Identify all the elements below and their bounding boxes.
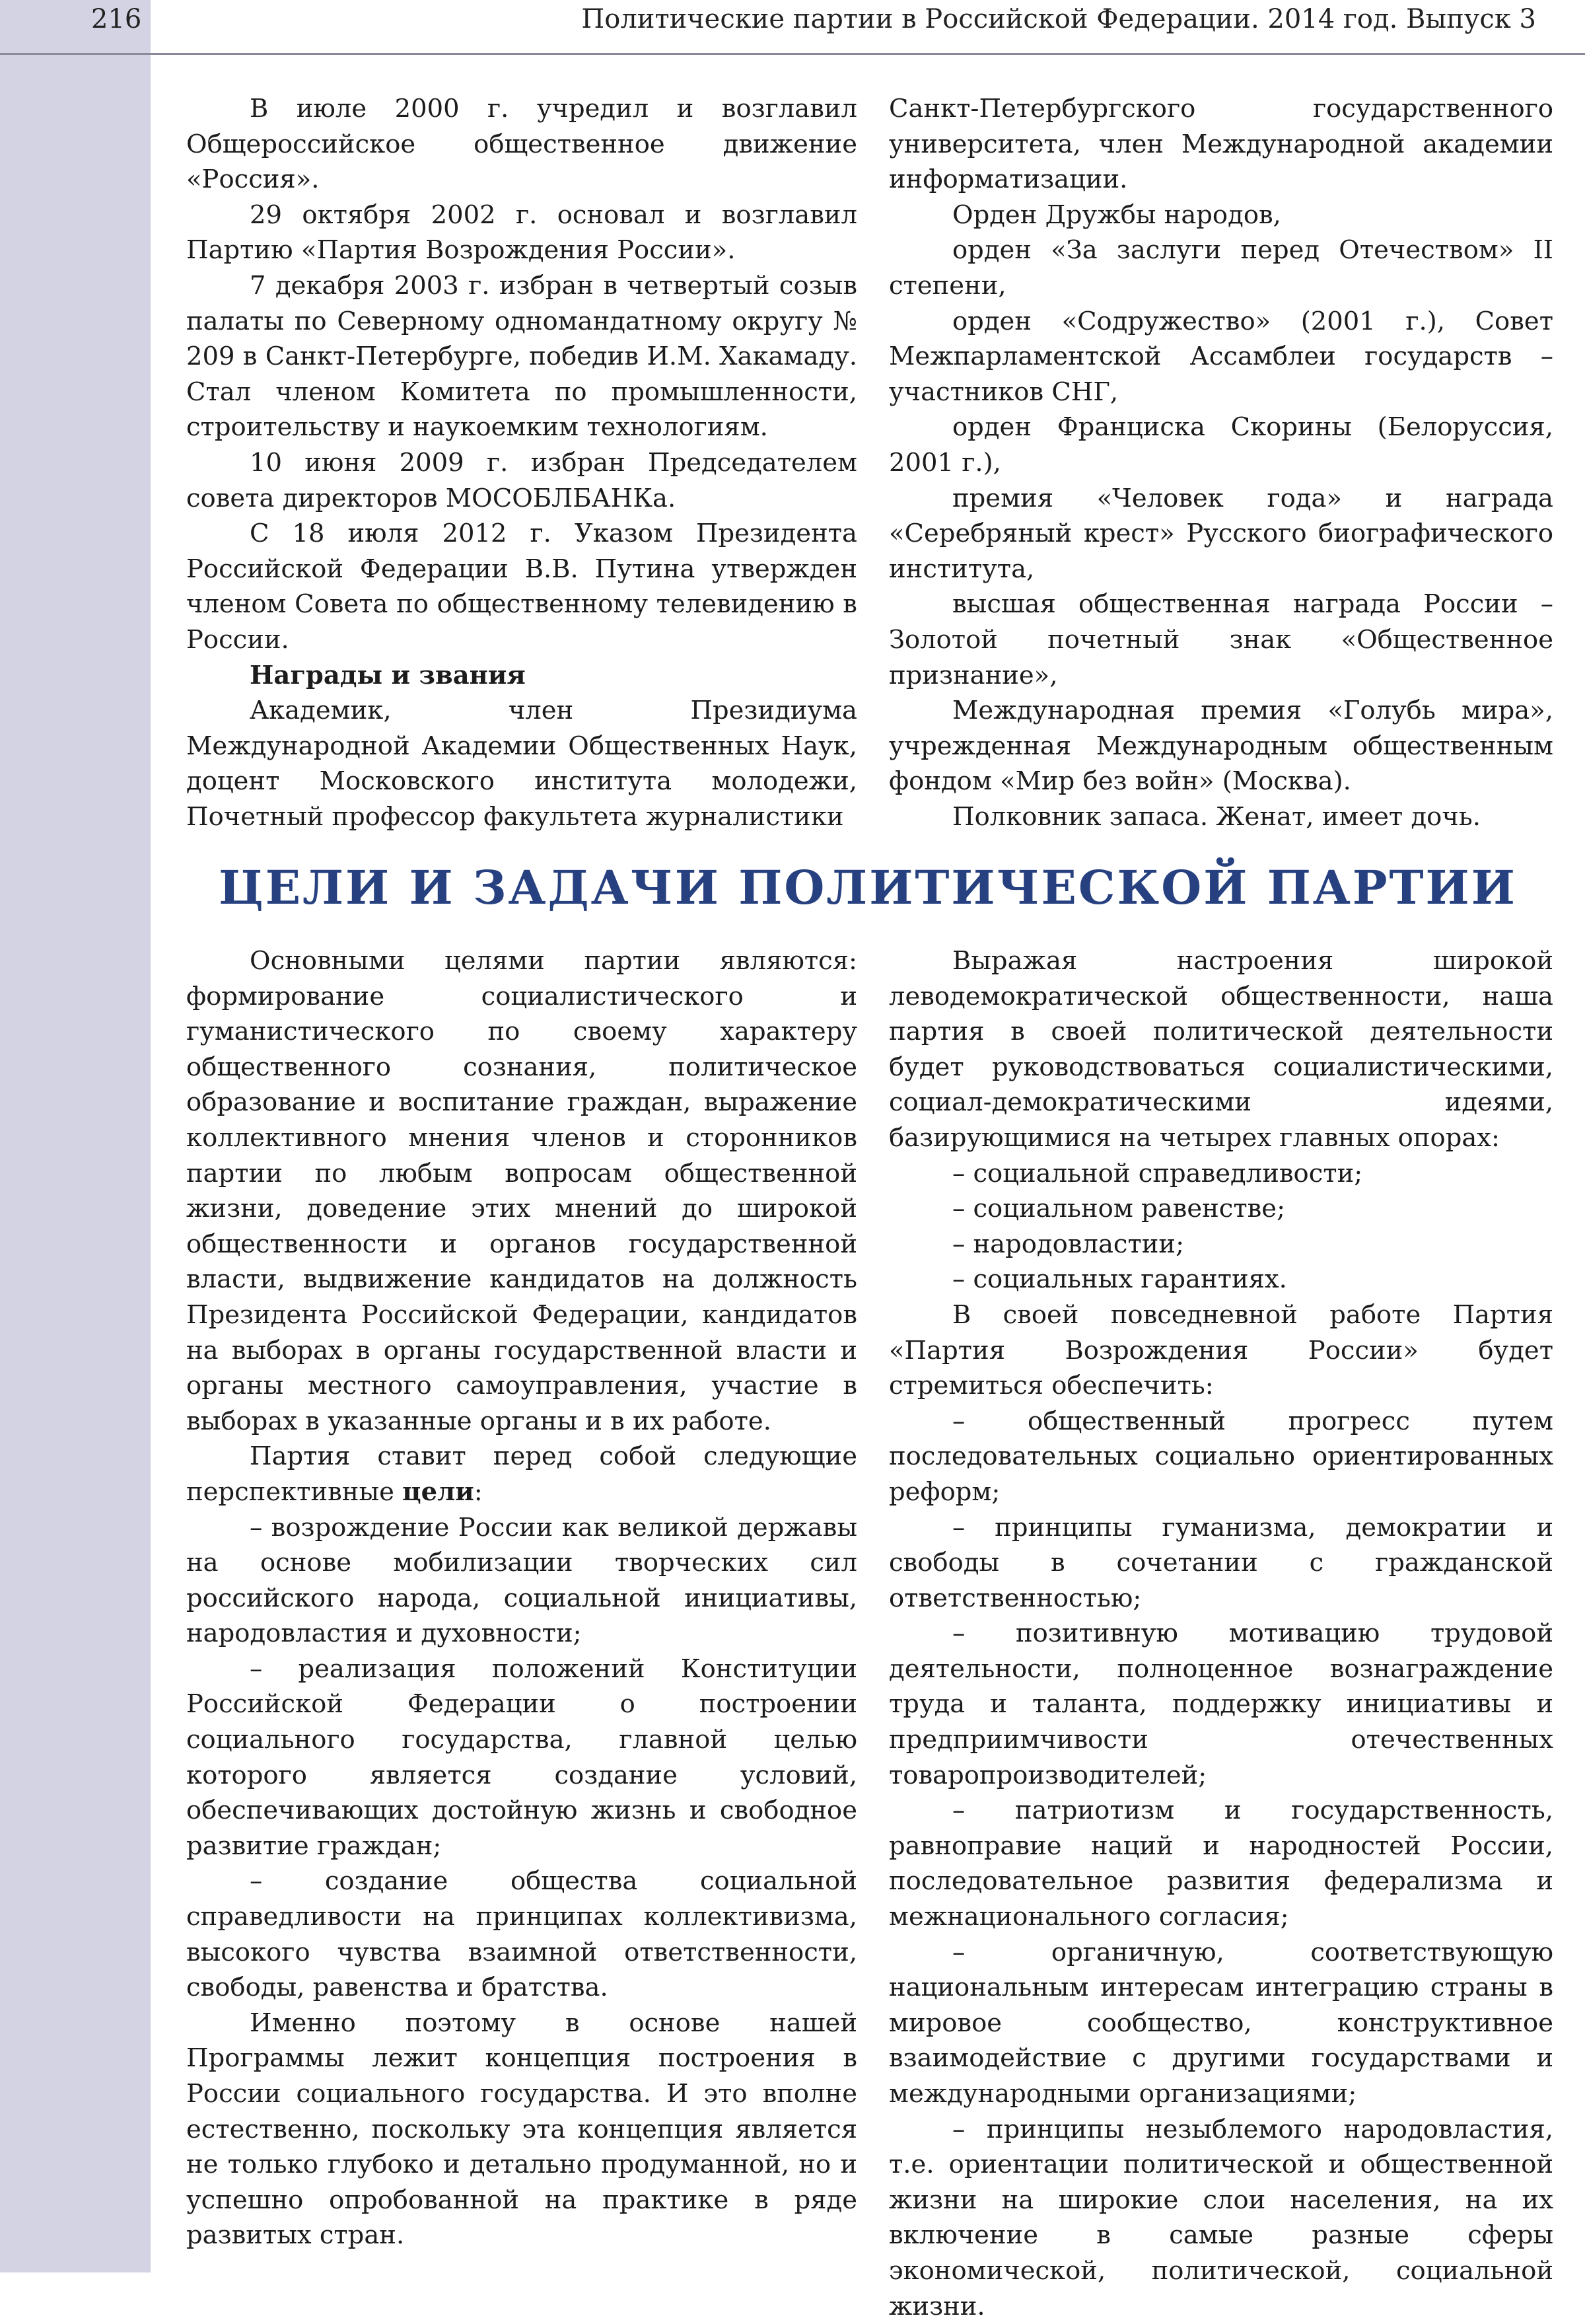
page-header: [0, 0, 1585, 55]
list-item: – социальной справедливости;: [952, 1158, 1363, 1188]
goals-column-left: [186, 943, 857, 2253]
list-item: – социальных гарантиях.: [952, 1264, 1287, 1295]
biography-column-right: [889, 91, 1553, 834]
paragraph: С 18 июля 2012 г. Указом Президента Российской Федерации В.В. Путина утвержден членом Совета по общественному телевидению в России.: [186, 519, 857, 655]
paragraph: В июле 2000 г. учредил и возглавил Общероссийское общественное движение «Россия».: [186, 94, 857, 195]
paragraph: Санкт-Петербургского государственного университета, член Международной академии информатизации.: [889, 94, 1553, 195]
goals-column-right: [889, 943, 1553, 2324]
list-item: – принципы незыблемого народовластия, т.е. ориентации политической и общественной жизни на широкие слои населения, на их включение в самые разные сферы экономической, политической, социальной жизни.: [889, 2114, 1553, 2321]
paragraph: 7 декабря 2003 г. избран в четвертый созыв палаты по Северному одномандатному округу № 209 в Санкт-Петербурге, победив И.М. Хакамаду. Стал членом Комитета по промышленности, строительству и наукоемким технологиям.: [186, 270, 857, 443]
list-item: – возрождение России как великой державы на основе мобилизации творческих сил российского народа, социальной инициативы, народовластия и духовности;: [186, 1512, 857, 1649]
awards-heading: Награды и звания: [250, 660, 526, 690]
paragraph: 29 октября 2002 г. основал и возглавил Партию «Партия Возрождения России».: [186, 200, 857, 266]
inline-text: :: [474, 1476, 483, 1507]
running-title: Политические партии в Российской Федерации. 2014 год. Выпуск 3: [581, 4, 1536, 34]
inline-text: Партия ставит перед собой следующие перспективные: [186, 1441, 857, 1507]
biography-column-left: [186, 91, 857, 834]
page-number: 216: [91, 4, 142, 34]
paragraph: орден «Содружество» (2001 г.), Совет Межпарламентской Ассамблеи государств – участников СНГ,: [889, 306, 1553, 407]
list-item: – органичную, соответствующую национальным интересам интеграцию страны в мировое сообщество, конструктивное взаимодействие с другими государствами и международными организациями;: [889, 1937, 1553, 2109]
list-item: – позитивную мотивацию трудовой деятельности, полноценное вознаграждение труда и таланта, поддержку инициативы и предприимчивости отечественных товаропроизводителей;: [889, 1618, 1553, 1790]
list-item: – создание общества социальной справедливости на принципах коллективизма, высокого чувства взаимной ответственности, свободы, равенства и братства.: [186, 1866, 857, 2003]
paragraph: Выражая настроения широкой леводемократической общественности, наша партия в своей политической деятельности будет руководствоваться социалистическими, социал-демократическими идеями, базирующимися на четырех главных опорах:: [889, 946, 1553, 1153]
list-item: – принципы гуманизма, демократии и свободы в сочетании с гражданской ответственностью;: [889, 1512, 1553, 1613]
paragraph: В своей повседневной работе Партия «Партия Возрождения России» будет стремиться обеспечить:: [889, 1299, 1553, 1401]
page-margin-strip: [0, 0, 151, 2272]
list-item: – реализация положений Конституции Российской Федерации о построении социального государства, главной целью которого является создание условий, обеспечивающих достойную жизнь и свободное развитие граждан;: [186, 1653, 857, 1861]
paragraph: Именно поэтому в основе нашей Программы лежит концепция построения в России социального государства. И это вполне естественно, поскольку эта концепция является не только глубоко и детально продуманной, но и успешно опробованной на практике в ряде развитых стран.: [186, 2008, 857, 2251]
paragraph: премия «Человек года» и награда «Серебряный крест» Русского биографического института,: [889, 483, 1553, 584]
paragraph: Основными целями партии являются: формирование социалистического и гуманистического по своему характеру общественного сознания, политическое образование и воспитание граждан, выражение коллективного мнения членов и сторонников партии по любым вопросам общественной жизни, доведение этих мнений до широкой общественности и органов государственной власти, выдвижение кандидатов на должность Президента Российской Федерации, кандидатов на выборах в органы государственной власти и органы местного самоуправления, участие в выборах в указанные органы и в их работе.: [186, 946, 857, 1436]
paragraph: Полковник запаса. Женат, имеет дочь.: [952, 801, 1481, 832]
list-item: – общественный прогресс путем последовательных социально ориентированных реформ;: [889, 1406, 1553, 1507]
paragraph: высшая общественная награда России – Золотой почетный знак «Общественное признание»,: [889, 589, 1553, 690]
paragraph: орден «За заслуги перед Отечеством» II степени,: [889, 235, 1553, 301]
goals-keyword: цели: [402, 1476, 474, 1507]
list-item: – патриотизм и государственность, равноправие наций и народностей России, последовательное развития федерализма и межнационального согласия;: [889, 1796, 1553, 1932]
paragraph: Международная премия «Голубь мира», учрежденная Международным общественным фондом «Мир без войн» (Москва).: [889, 696, 1553, 797]
paragraph: орден Франциска Скорины (Белоруссия, 2001 г.),: [889, 412, 1553, 478]
paragraph: Академик, член Президиума Международной Академии Общественных Наук, доцент Московского института молодежи, Почетный профессор факультета журналистики: [186, 696, 857, 832]
list-item: – социальном равенстве;: [952, 1194, 1286, 1224]
paragraph: 10 июня 2009 г. избран Председателем совета директоров МОСОБЛБАНКа.: [186, 447, 857, 513]
section-title: ЦЕЛИ И ЗАДАЧИ ПОЛИТИЧЕСКОЙ ПАРТИИ: [219, 860, 1517, 915]
paragraph: [186, 1439, 857, 1509]
paragraph: Орден Дружбы народов,: [952, 200, 1281, 230]
list-item: – народовластии;: [952, 1229, 1185, 1259]
